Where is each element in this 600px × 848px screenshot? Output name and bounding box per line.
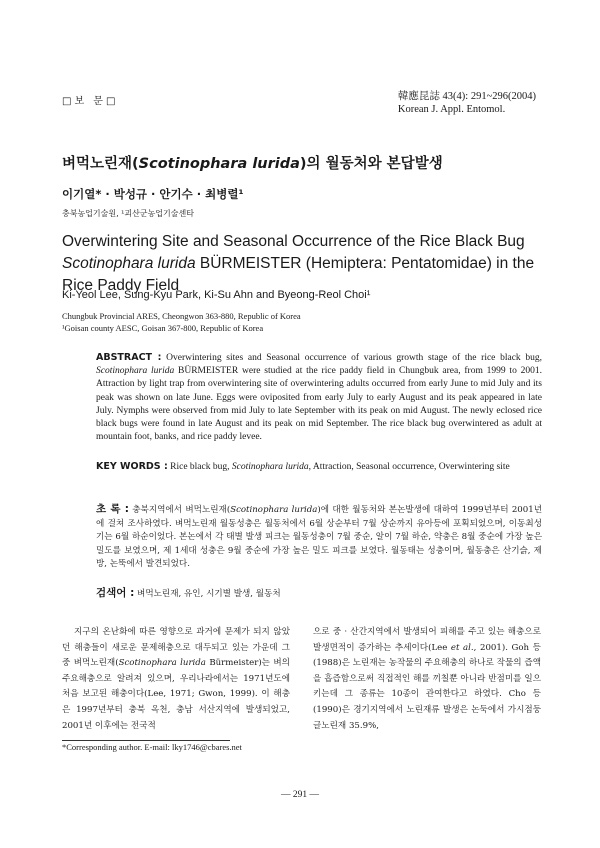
body-column-right — [313, 625, 541, 734]
body-column-left — [62, 625, 290, 734]
korean-title: 벼먹노린재(Scotinophara lurida)의 월동처와 본답발생 — [62, 156, 443, 172]
footnote: *Corresponding author. E-mail: lky1746@cbares.net — [62, 742, 242, 752]
korean-keywords — [96, 585, 542, 600]
english-affiliations — [62, 310, 301, 334]
body-paragraph: 지구의 온난화에 따른 영향으로 과거에 문제가 되지 않았던 해충들이 새로운 문제해충으로 대두되고 있는 가운데 그 중 벼먹노린재(Scotinophara lurida Bürmeister)는 벼의 주요해충으로 알려져 있으며, 우리나라에서는 1971년도에 처음 보고된 해충이다(Lee, 1971; Gwon, 1999). 이 해충은 1997년부터 충북 옥천, 충남 서산지역에 발생되었고, 2001년 이후에는 전국적 — [62, 627, 290, 731]
page-number: — 291 — — [281, 790, 319, 800]
english-title: Overwintering Site and Seasonal Occurrence of the Rice Black Bug Scotinophara lurida BÜRMEISTER (Hemiptera: Pentatomidae) in the Rice Paddy Field — [62, 233, 535, 294]
keywords — [96, 460, 542, 474]
affiliation-line: ¹Goisan county AESC, Goisan 367-800, Republic of Korea — [62, 323, 264, 333]
footnote-divider — [62, 740, 230, 741]
abstract-label: ABSTRACT : — [96, 352, 162, 363]
korean-affiliation: 충북농업기술원, ¹괴산군농업기술센타 — [62, 209, 194, 218]
keywords-text: Rice black bug, Scotinophara lurida, Attraction, Seasonal occurrence, Overwintering site — [170, 462, 510, 472]
body-paragraph: 으로 중 · 산간지역에서 발생되어 피해를 주고 있는 해충으로 발생면적이 증가하는 추세이다(Lee et al., 2001). Goh 등(1988)은 노린재는 농작물의 주요해충의 하나로 작물의 즙액을 흡즙함으로써 직접적인 해를 끼칠뿐 아니라 반점미를 일으키는데 그 종류는 10종이 관여한다고 하였다. Cho 등(1990)은 경기지역에서 노린재류 발생은 논둑에서 가시점둥글노린재 35.9%, — [313, 627, 541, 731]
journal-citation: 韓應昆誌 43(4): 291~296(2004) — [397, 91, 536, 102]
abstract-text: Overwintering sites and Seasonal occurrence of various growth stage of the rice black bug, Scotinophara lurida BÜRMEISTER were studied at the rice paddy field in Chungbuk area, from 1999 to 2001. Attraction by light trap from overwintering site of overwintering adults occurred from early June to mid July and its peak was shown on late June. Eggs were oviposited from early July to early August and its peak appeared in late July. Nymphs were observed from mid July to late September with its peak on mid August. The newly eclosed rice black bugs were found in late August and its peak on mid September. The rice black bug overwintered as adult at mountain foot, banks, and rice paddy levee. — [96, 353, 542, 443]
korean-abstract-text: 충북지역에서 벼먹노린재(Scotinophara lurida)에 대한 월동처와 본논발생에 대하여 1999년부터 2001년에 걸쳐 조사하였다. 벼먹노린재 월동성충은 월동처에서 6월 상순부터 7월 상순까지 유아등에 포획되었으며, 이동최성기는 6월 하순이었다. 본논에서 각 태별 발생 피크는 월동성충이 7월 중순, 알이 7월 하순, 약충은 8월 중순에 가장 높은 밀도를 보였으며, 제 1세대 성충은 9월 중순에 가장 높은 밀도 피크를 보였다. 월동태는 성충이며, 월동충은 산기슭, 제방, 논뚝에서 발견되었다. — [96, 505, 543, 570]
affiliation-line: Chungbuk Provincial ARES, Cheongwon 363-880, Republic of Korea — [62, 311, 301, 321]
keywords-label: KEY WORDS : — [96, 461, 168, 472]
article-type-label: □보 문□ — [62, 96, 119, 107]
abstract — [96, 351, 542, 444]
journal-info — [398, 90, 536, 116]
journal-name: Korean J. Appl. Entomol. — [397, 104, 506, 115]
korean-abstract-label: 초 록 : — [96, 503, 129, 515]
korean-keywords-text: 벼먹노린재, 유인, 시기별 발생, 월동처 — [137, 589, 281, 599]
korean-authors: 이기열* · 박성규 · 안기수 · 최병렬¹ — [62, 187, 244, 201]
korean-keywords-label: 검색어 : — [96, 587, 135, 599]
english-authors: Ki-Yeol Lee, Sung-Kyu Park, Ki-Su Ahn and Byeong-Reol Choi¹ — [62, 289, 371, 301]
korean-abstract — [96, 503, 542, 572]
